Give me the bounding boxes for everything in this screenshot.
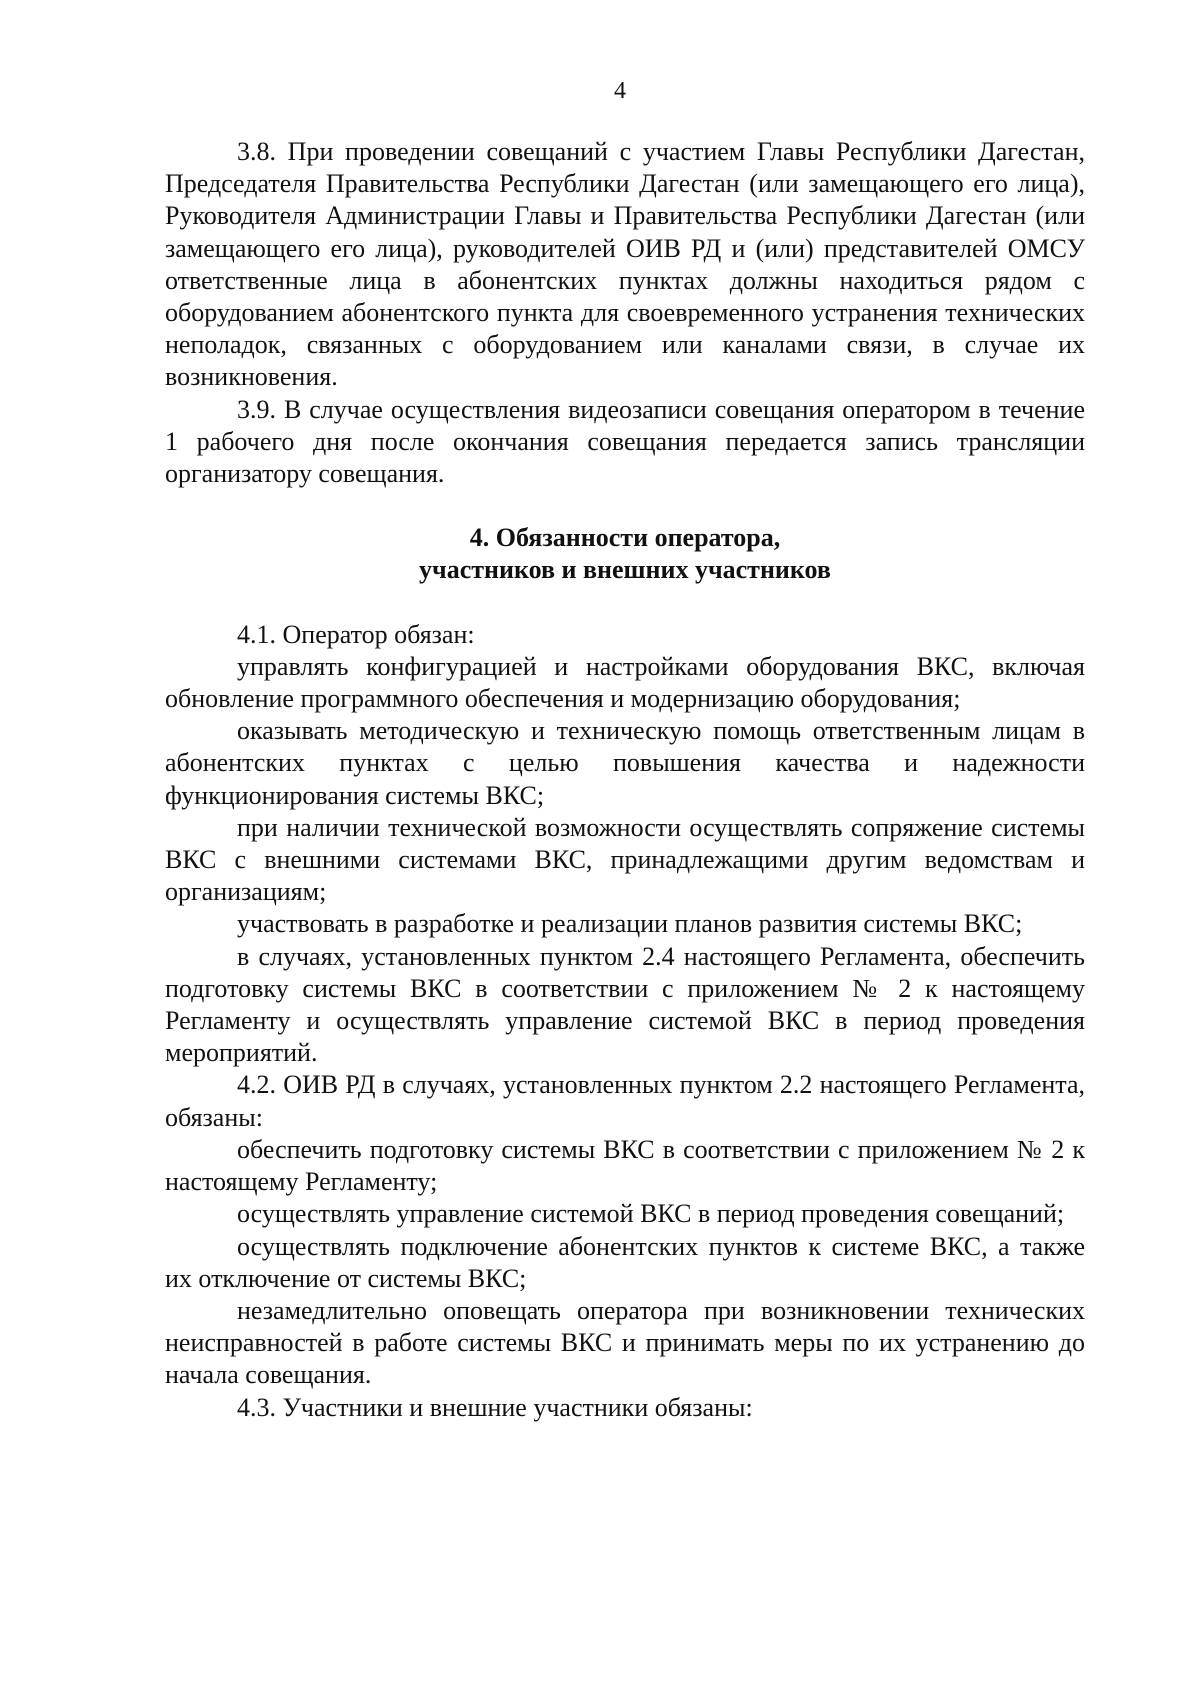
paragraph-4-2: 4.2. ОИВ РД в случаях, установленных пунктом 2.2 настоящего Регламента, обязаны: [165,1070,1085,1132]
paragraph-4-1-c: при наличии технической возможности осуществлять сопряжение системы ВКС с внешними системами ВКС, принадлежащими другим ведомствам и организациям; [165,812,1085,907]
paragraph-4-2-c: осуществлять подключение абонентских пунктов к системе ВКС, а также их отключение от системы ВКС; [165,1231,1085,1293]
paragraph-3-9: 3.9. В случае осуществления видеозаписи совещания оператором в течение 1 рабочего дня после окончания совещания передается запись трансляции организатору совещания. [165,394,1085,489]
paragraph-4-1-d: участвовать в разработке и реализации планов развития системы ВКС; [237,909,1023,939]
paragraph-4-1-b: оказывать методическую и техническую помощь ответственным лицам в абонентских пунктах с целью повышения качества и надежности функционирования системы ВКС; [165,716,1085,810]
page-number: 4 [614,78,626,104]
paragraph-4-3: 4.3. Участники и внешние участники обязаны: [237,1392,753,1422]
paragraph-4-2-b: осуществлять управление системой ВКС в период проведения совещаний; [237,1199,1065,1229]
paragraph-4-2-a: обеспечить подготовку системы ВКС в соответствии с приложением № 2 к настоящему Регламенту; [165,1134,1085,1197]
document-body [165,136,1085,1424]
paragraph-4-1: 4.1. Оператор обязан: [237,619,475,649]
section-4-heading [165,522,1085,586]
paragraph-4-1-e: в случаях, установленных пунктом 2.4 настоящего Регламента, обеспечить подготовку системы ВКС в соответствии с приложением № 2 к настоящему Регламенту и осуществлять управление системой ВКС в период проведения мероприятий. [165,941,1085,1068]
section-4-heading-line-2: участников и внешних участников [419,555,831,585]
section-4-heading-line-1: 4. Обязанности оператора, [469,523,781,553]
paragraph-4-2-d: незамедлительно оповещать оператора при возникновении технических неисправностей в работе системы ВКС и принимать меры по их устранению до начала совещания. [165,1295,1085,1390]
paragraph-3-8: 3.8. При проведении совещаний с участием Главы Республики Дагестан, Председателя Правительства Республики Дагестан (или замещающего его лица), Руководителя Администрации Главы и Правительства Республики Дагестан (или замещающего его лица), руководителей ОИВ РД и (или) представителей ОМСУ ответственные лица в абонентских пунктах должны находиться рядом с оборудованием абонентского пункта для своевременного устранения технических неполадок, связанных с оборудованием или каналами связи, в случае их возникновения. [165,137,1085,392]
paragraph-4-1-a: управлять конфигурацией и настройками оборудования ВКС, включая обновление программного обеспечения и модернизацию оборудования; [165,651,1085,714]
